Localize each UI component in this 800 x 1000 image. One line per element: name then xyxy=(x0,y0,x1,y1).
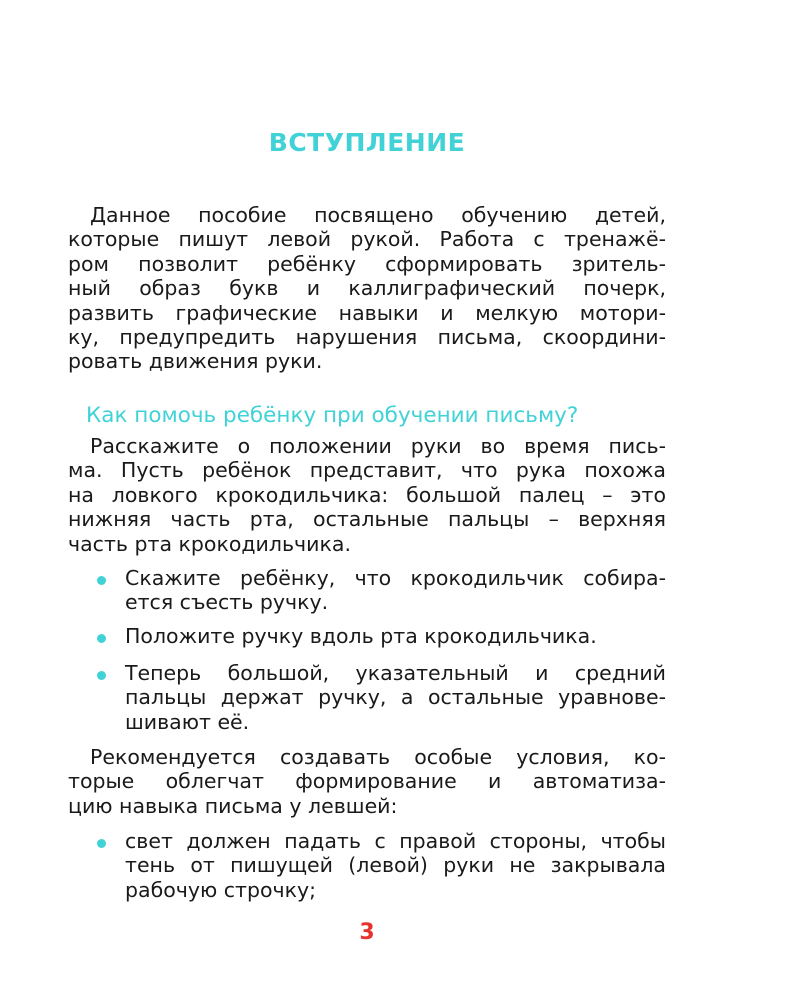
text-line: ку, предупредить нарушения письма, скоордини- xyxy=(68,324,666,349)
text-line: которые пишут левой рукой. Работа с тренажё- xyxy=(68,227,666,252)
text-line: нижняя часть рта, остальные пальцы – верхняя xyxy=(68,507,666,532)
bullet-dot-icon xyxy=(97,671,106,680)
text-line: Расскажите о положении руки во время пись- xyxy=(90,434,666,458)
text-line: ется съесть ручку. xyxy=(125,590,329,615)
text-line: рабочую строчку; xyxy=(125,877,317,902)
text-line: ный образ букв и каллиграфический почерк, xyxy=(68,276,666,301)
text-line: Теперь большой, указательный и средний xyxy=(125,661,666,685)
bullet-dot-icon xyxy=(97,576,106,585)
text-line: шивают её. xyxy=(125,709,250,734)
text-line: цию навыка письма у левшей: xyxy=(68,793,398,818)
text-line: тень от пишущей (левой) руки не закрывала xyxy=(125,853,666,878)
text-line: ром позволит ребёнку сформировать зритель- xyxy=(68,251,666,276)
text-line: развить графические навыки и мелкую мотори- xyxy=(68,300,666,325)
text-line: ма. Пусть ребёнок представит, что рука похожа xyxy=(68,458,666,483)
text-line: Положите ручку вдоль рта крокодильчика. xyxy=(125,624,597,648)
section-subheading: Как помочь ребёнку при обучении письму? xyxy=(86,403,579,428)
text-line: Данное пособие посвящено обучению детей, xyxy=(90,203,666,227)
page-number: 3 xyxy=(359,920,375,945)
intro-paragraph xyxy=(68,203,666,374)
page-title: ВСТУПЛЕНИЕ xyxy=(268,128,466,157)
list-item xyxy=(125,829,666,902)
bullet-dot-icon xyxy=(97,634,106,643)
list-item xyxy=(125,566,666,615)
text-line: на ловкого крокодильчика: большой палец – это xyxy=(68,482,666,507)
list-item xyxy=(125,624,666,648)
text-line: торые облегчат формирование и автоматиза- xyxy=(68,769,666,794)
text-line: ровать движения руки. xyxy=(68,349,323,374)
text-line: Рекомендуется создавать особые условия, ко- xyxy=(90,745,666,769)
bullet-dot-icon xyxy=(97,839,106,848)
conditions-paragraph xyxy=(68,745,666,818)
hand-paragraph xyxy=(68,434,666,556)
text-line: свет должен падать с правой стороны, чтобы xyxy=(125,829,666,853)
text-line: Скажите ребёнку, что крокодильчик собира- xyxy=(125,566,666,590)
text-line: часть рта крокодильчика. xyxy=(68,531,351,556)
text-line: пальцы держат ручку, а остальные уравнове- xyxy=(125,685,666,710)
list-item xyxy=(125,661,666,734)
